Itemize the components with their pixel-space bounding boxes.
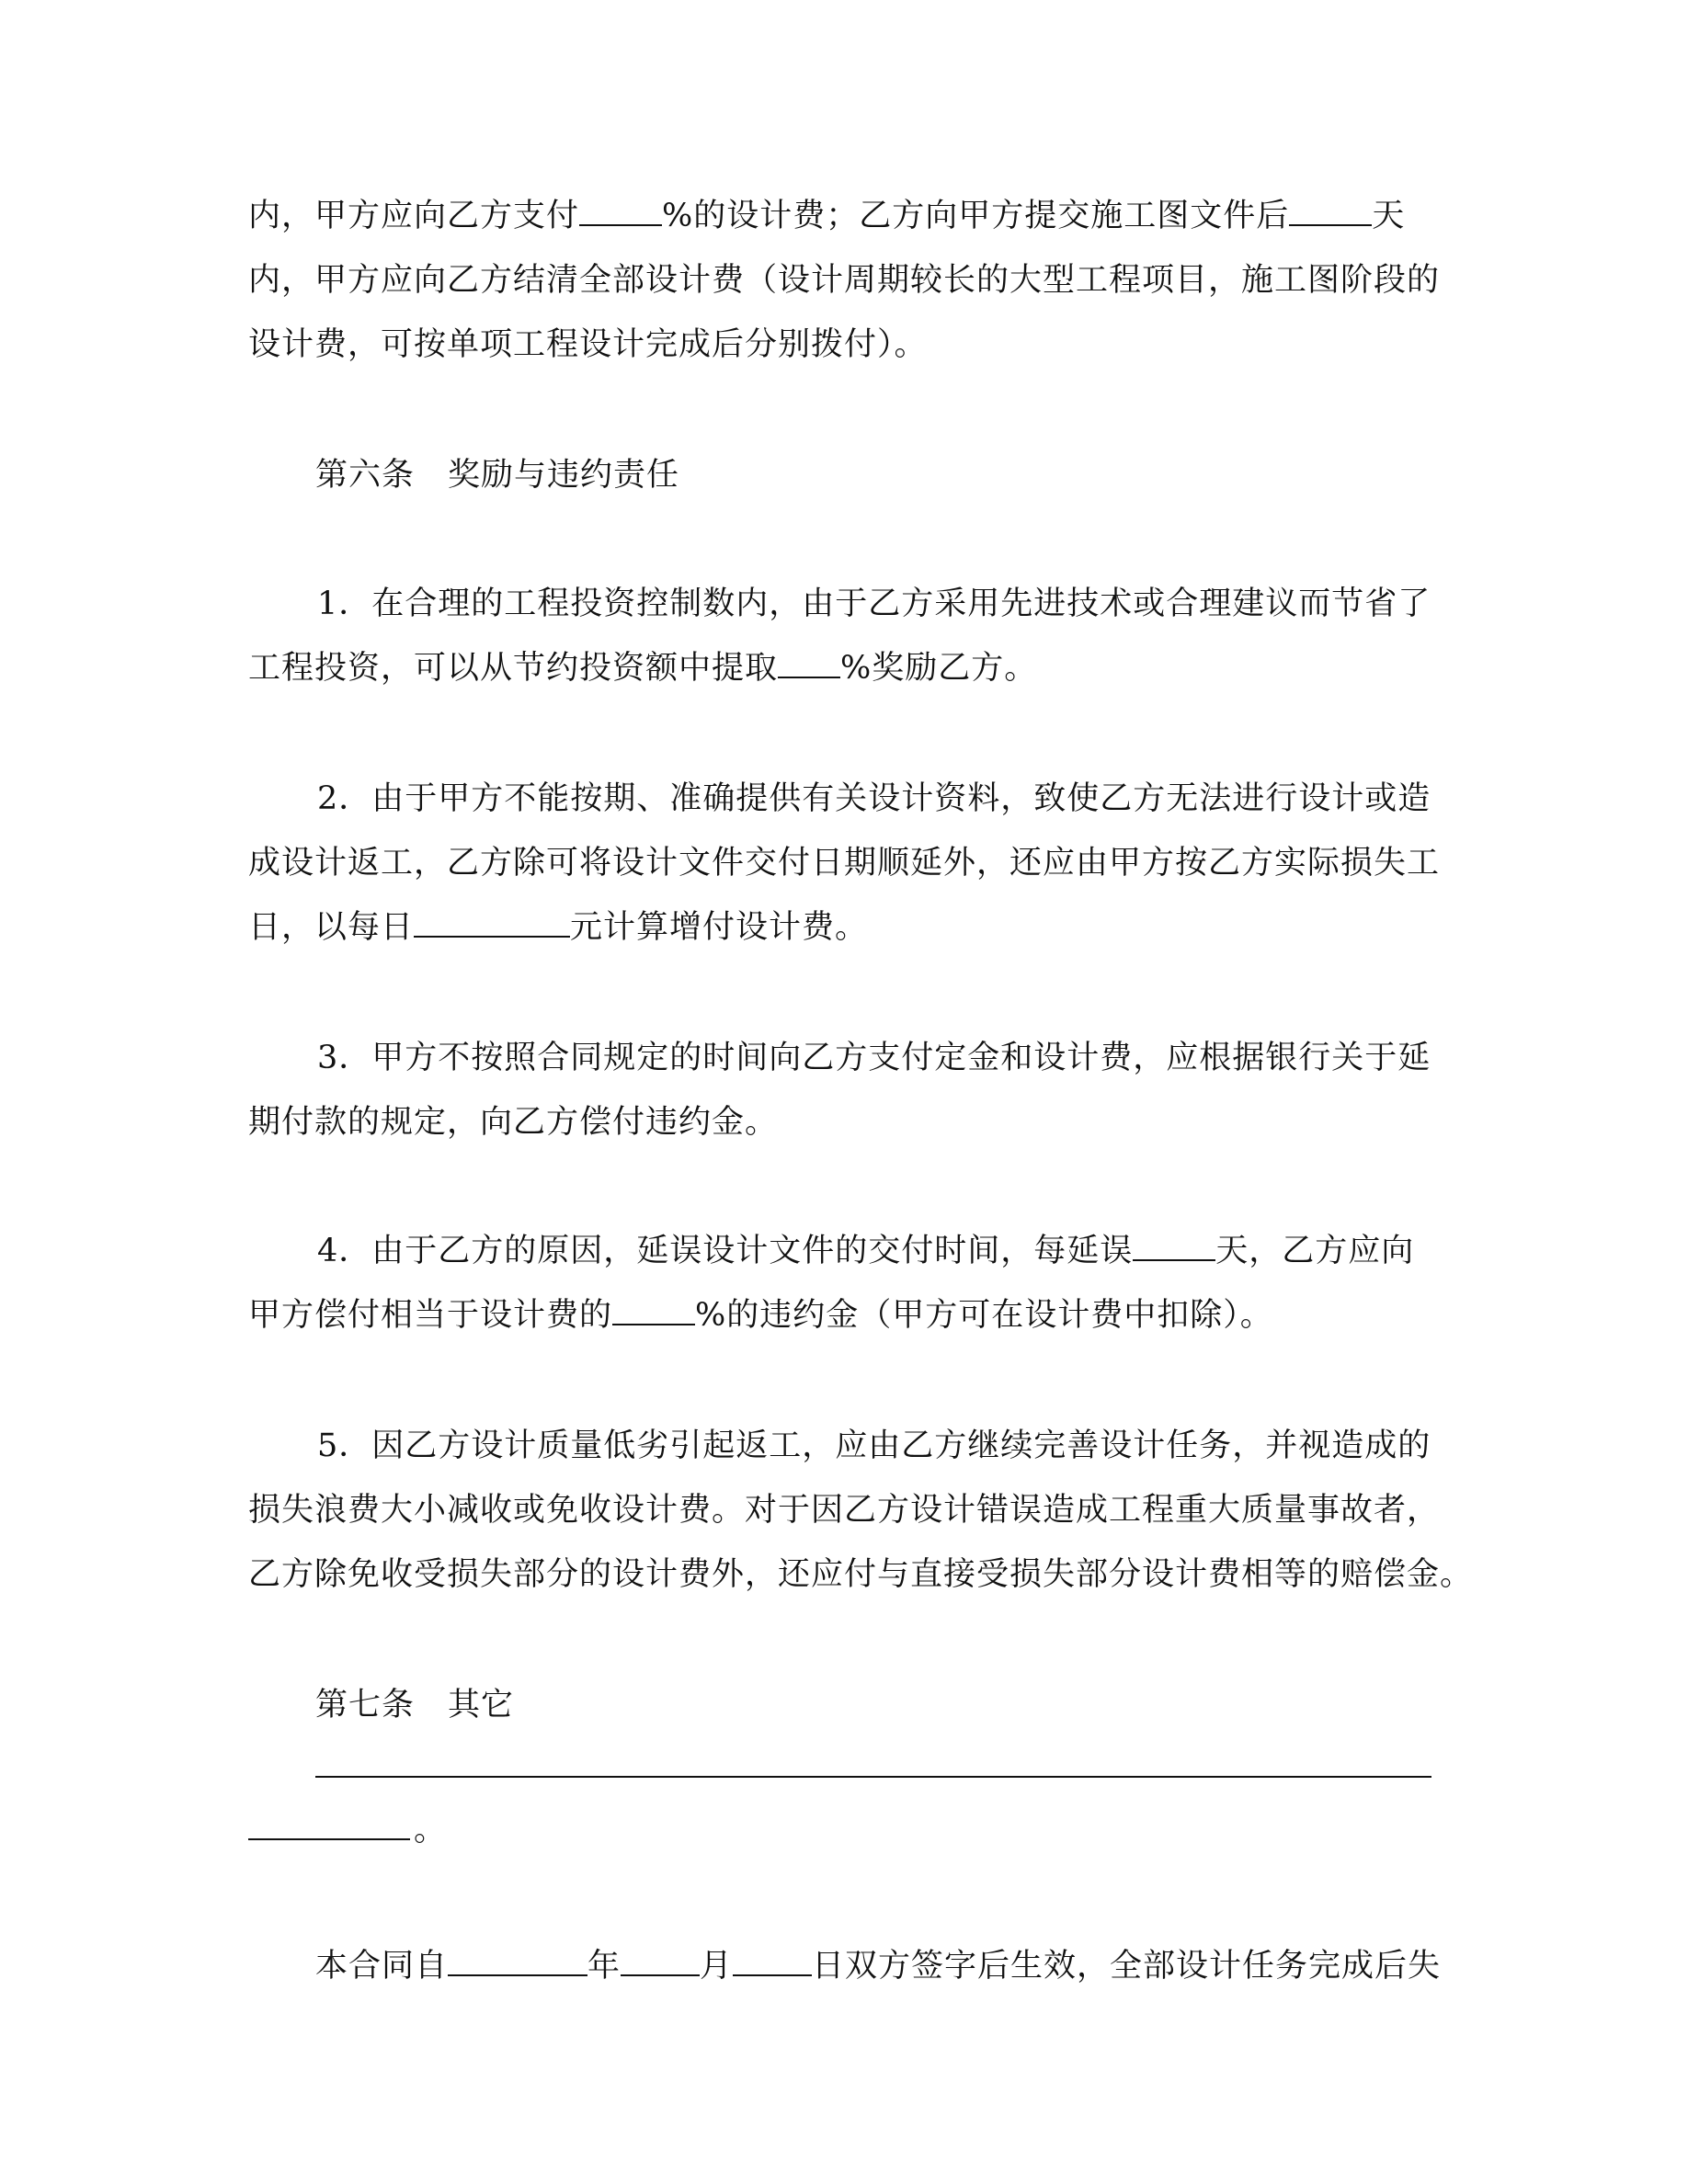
text-line	[248, 906, 868, 949]
text-segment: %的设计费；乙方向甲方提交施工图文件后	[662, 198, 1290, 234]
text-segment: 本合同自	[315, 1948, 449, 1985]
text-line: 成设计返工，乙方除可将设计文件交付日期顺延外，还应由甲方按乙方实际损失工	[248, 845, 1441, 882]
text-segment: 甲方偿付相当于设计费的	[248, 1297, 613, 1334]
text-segment: 天	[1372, 198, 1406, 234]
text-line: 设计费，可按单项工程设计完成后分别拨付）。	[248, 326, 928, 363]
blank-line	[248, 1838, 410, 1840]
text-line: 3．甲方不按照合同规定的时间向乙方支付定金和设计费，应根据银行关于延	[317, 1040, 1431, 1076]
text-segment: %的违约金（甲方可在设计费中扣除）。	[695, 1297, 1273, 1334]
blank-line	[315, 1776, 1431, 1778]
article-heading: 第六条 奖励与违约责任	[315, 457, 680, 494]
blank-field	[1289, 195, 1372, 226]
text-line: 1．在合理的工程投资控制数内，由于乙方采用先进技术或合理建议而节省了	[317, 586, 1431, 622]
text-segment: 4．由于乙方的原因，延误设计文件的交付时间，每延误	[317, 1233, 1134, 1269]
text-line	[317, 1230, 1414, 1272]
text-line	[248, 647, 1037, 689]
text-line: 期付款的规定，向乙方偿付违约金。	[248, 1104, 779, 1141]
text-segment: 年	[587, 1948, 622, 1985]
text-segment: %奖励乙方。	[840, 650, 1038, 687]
blank-field	[579, 195, 662, 226]
text-line	[248, 1294, 1273, 1337]
text-line	[315, 1945, 1441, 1987]
text-segment: 内，甲方应向乙方支付	[248, 198, 580, 234]
blank-field	[1133, 1230, 1215, 1261]
text-segment: 日双方签字后生效，全部设计任务完成后失	[812, 1948, 1442, 1985]
text-segment: 天，乙方应向	[1215, 1233, 1415, 1269]
blank-field	[733, 1945, 812, 1976]
text-segment: 月	[700, 1948, 734, 1985]
text-line	[248, 195, 1405, 237]
text-line: 内，甲方应向乙方结清全部设计费（设计周期较长的大型工程项目，施工图阶段的	[248, 262, 1441, 299]
blank-field	[414, 906, 570, 938]
blank-field	[612, 1294, 695, 1325]
text-line: 损失浪费大小减收或免收设计费。对于因乙方设计错误造成工程重大质量事故者，	[248, 1492, 1441, 1529]
article-heading: 第七条 其它	[315, 1687, 515, 1723]
text-line: 。	[414, 1812, 448, 1848]
text-line: 2．由于甲方不能按期、准确提供有关设计资料，致使乙方无法进行设计或造	[317, 780, 1431, 817]
text-line: 乙方除免收受损失部分的设计费外，还应付与直接受损失部分设计费相等的赔偿金。	[248, 1556, 1474, 1593]
text-segment: 元计算增付设计费。	[570, 909, 869, 946]
text-line: 5．因乙方设计质量低劣引起返工，应由乙方继续完善设计任务，并视造成的	[317, 1428, 1431, 1464]
blank-field	[778, 647, 840, 678]
text-segment: 日，以每日	[248, 909, 415, 946]
text-segment: 工程投资，可以从节约投资额中提取	[248, 650, 779, 687]
blank-field	[621, 1945, 700, 1976]
blank-field	[448, 1945, 587, 1976]
